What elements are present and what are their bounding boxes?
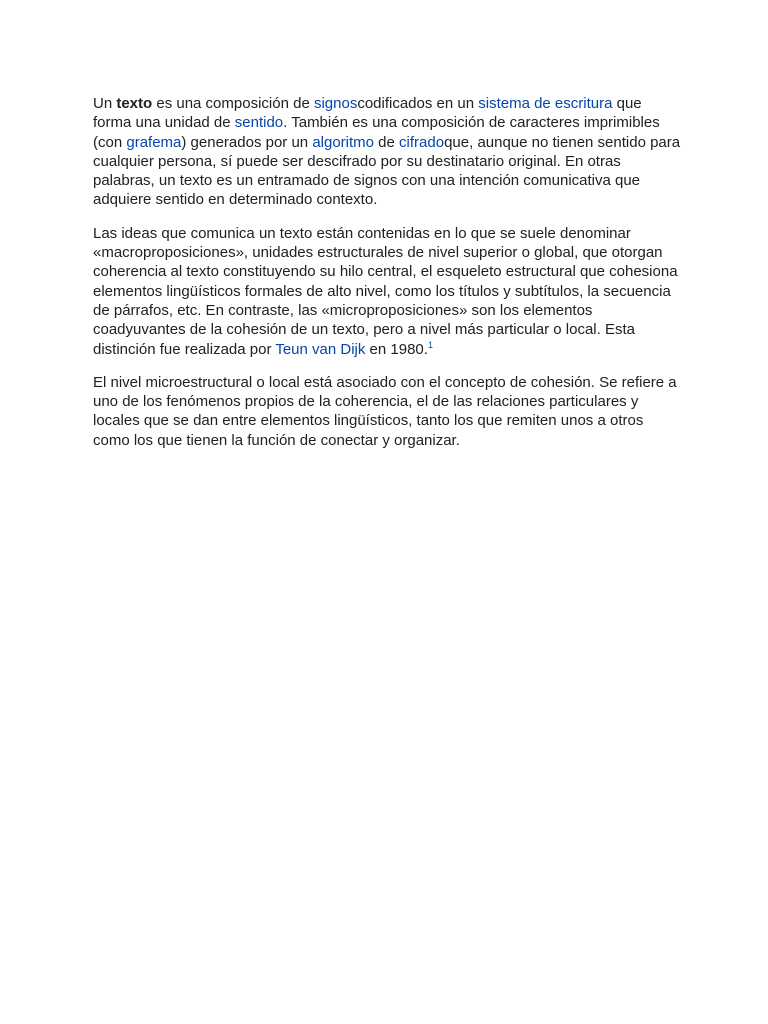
paragraph-1 <box>93 94 683 210</box>
article-body <box>93 94 683 464</box>
paragraph-text: codificados en un <box>357 95 479 112</box>
paragraph-text: ) generados por un <box>181 133 313 151</box>
bold-term: texto <box>116 95 153 112</box>
wiki-link-algoritmo[interactable]: algoritmo <box>312 133 375 151</box>
paragraph-3 <box>93 373 683 450</box>
paragraph-text: Las ideas que comunica un texto están contenidas en lo que se suele denominar «macroproposiciones», unidades estructurales de nivel superior o global, que otorgan coherencia al texto constituyendo su hilo central, el esqueleto estructural que cohesiona elementos lingüísticos formales de alto nivel, como los títulos y subtítulos, la secuencia de párrafos, etc. En contraste, las «microproposiciones» son los elementos coadyuvantes de la cohesión de un texto, pero a nivel más particular o local. Esta distinción fue realizada por <box>93 224 678 358</box>
citation-ref <box>428 340 433 350</box>
wiki-link-signos[interactable]: signos <box>313 95 358 112</box>
paragraph-2 <box>93 224 683 359</box>
citation-link[interactable]: 1 <box>427 339 433 350</box>
wiki-link-sistema-de-escritura[interactable]: sistema de escritura <box>478 95 613 112</box>
paragraph-text: que forma una unidad de <box>93 95 642 132</box>
paragraph-text: que, aunque no tienen sentido para cualquier persona, sí puede ser descifrado por su destinatario original. En otras palabras, un texto es un entramado de signos con una intención comunicativa que adquiere sentido en determinado contexto. <box>93 133 681 209</box>
wiki-link-teun-van-dijk[interactable]: Teun van Dijk <box>275 340 366 358</box>
paragraph-text: Un <box>93 95 117 112</box>
paragraph-text: de <box>374 133 400 151</box>
wiki-link-sentido[interactable]: sentido <box>234 114 284 132</box>
wiki-link-cifrado[interactable]: cifrado <box>399 133 445 151</box>
wiki-link-grafema[interactable]: grafema <box>126 133 182 151</box>
paragraph-text: El nivel microestructural o local está asociado con el concepto de cohesión. Se refiere a uno de los fenómenos propios de la coherencia, el de las relaciones particulares y locales que se dan entre elementos lingüísticos, tanto los que remiten unos a otros como los que tienen la función de conectar y organizar. <box>93 373 677 449</box>
paragraph-text: en 1980. <box>365 340 428 358</box>
paragraph-text: es una composición de <box>152 95 314 112</box>
paragraph-text: . También es una composición de caracteres imprimibles (con <box>93 114 660 151</box>
